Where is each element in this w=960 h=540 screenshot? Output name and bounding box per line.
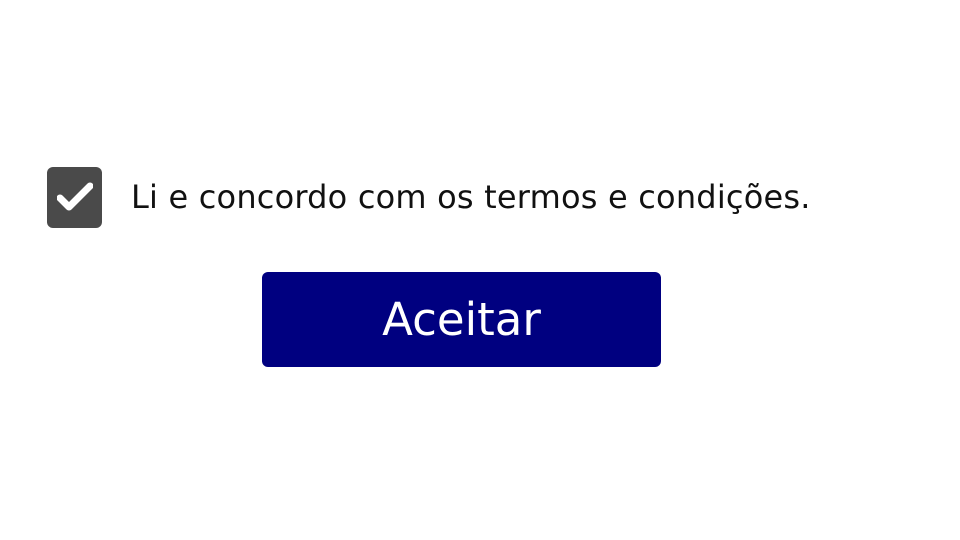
terms-consent-row[interactable] bbox=[47, 166, 811, 228]
checkmark-icon bbox=[57, 182, 93, 212]
terms-label: Li e concordo com os termos e condições. bbox=[131, 178, 811, 216]
terms-checkbox[interactable] bbox=[47, 167, 102, 228]
accept-button[interactable]: Aceitar bbox=[262, 272, 661, 367]
